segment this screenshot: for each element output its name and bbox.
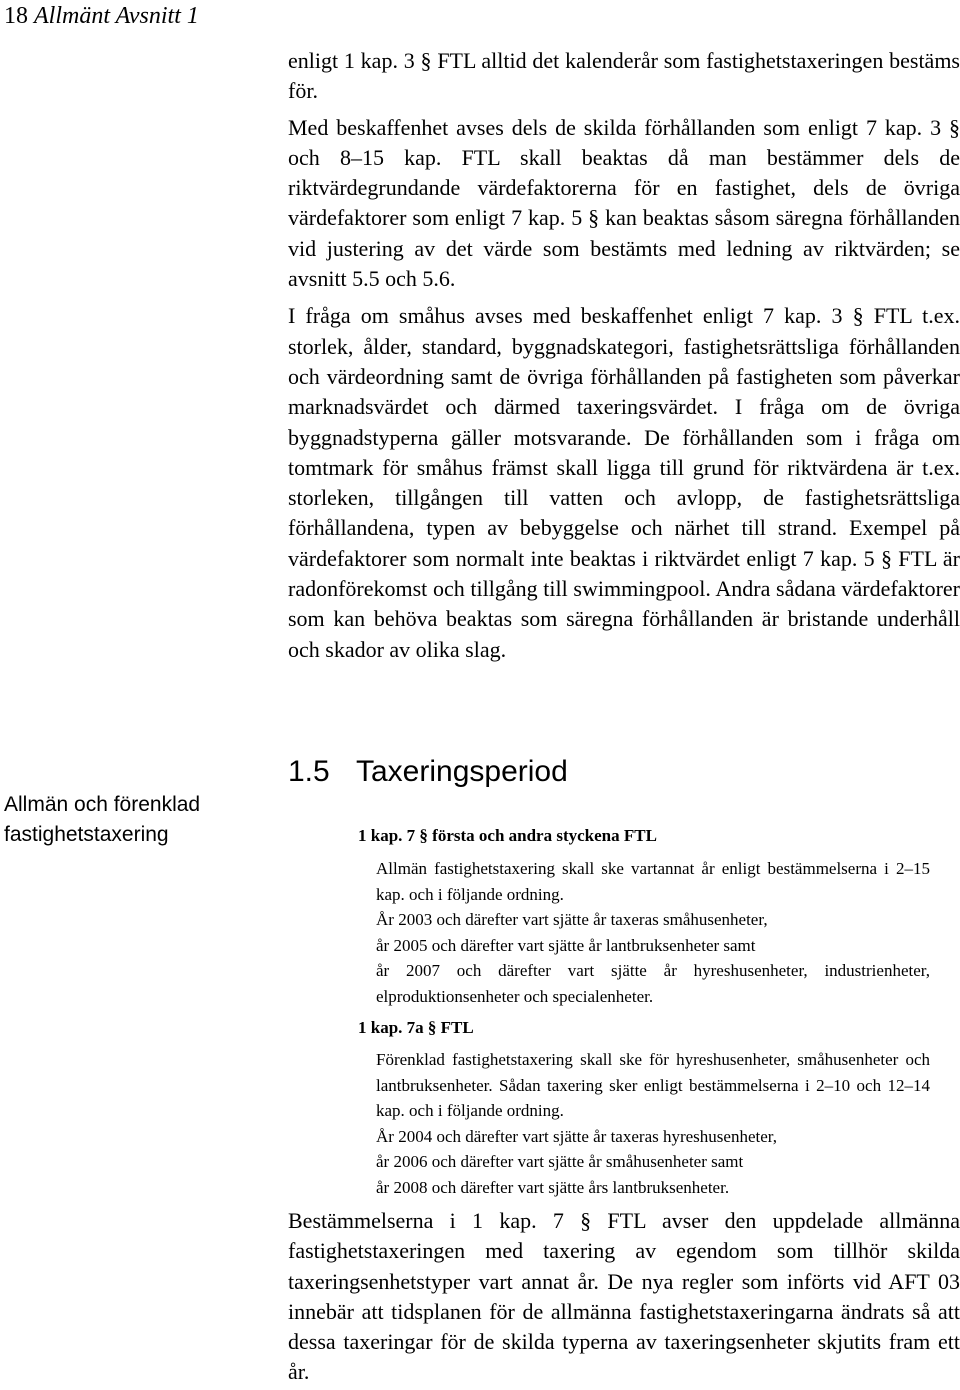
law-excerpt-2 [358, 1047, 930, 1200]
running-title: Allmänt Avsnitt 1 [34, 3, 199, 29]
law-text-1: Allmän fastighetstaxering skall ske vartannat år enligt bestämmelserna i 2–15 kap. och i följande ordning. [376, 859, 930, 904]
law-year-line: år 2008 och därefter vart sjätte års lantbruksenheter. [376, 1177, 730, 1197]
closing-block [288, 1206, 960, 1388]
law-text-2: Förenklad fastighetstaxering skall ske för hyreshusenheter, småhusenheter och lantbruksenheter. Sådan taxering sker enligt bestämmelserna i 2–10 och 12–14 kap. och i följande ordning. [376, 1050, 930, 1120]
law-year-line: år 2005 och därefter vart sjätte år lantbruksenheter samt [376, 935, 756, 955]
margin-note: Allmän och förenklad fastighetstaxering [4, 793, 201, 846]
law-year-line: År 2003 och därefter vart sjätte år taxeras småhusenheter, [376, 910, 768, 929]
law-heading-2: 1 kap. 7a § FTL [358, 1018, 474, 1037]
section-title: Taxeringsperiod [356, 755, 568, 788]
body-paragraph-3: I fråga om småhus avses med beskaffenhet enligt 7 kap. 3 § FTL t.ex. storlek, ålder, standard, byggnadskategori, fastighetsrättsliga förhållanden och värdeordning samt de övriga förhållanden på fastigheten som påverkar marknadsvärdet och därmed taxeringsvärdet. I fråga om de övriga byggnadstyperna gäller motsvarande. De förhållanden som i fråga om tomtmark för småhus främst skall ligga till grund för riktvärdena är t.ex. storleken, tillgången till vatten och avlopp, de fastighetsrättsliga förhållandena, typen av bebyggelse och närhet till strand. Exempel på värdefaktorer som normalt inte beaktas i riktvärdet enligt 7 kap. 5 § FTL är radonförekomst och tillgång till swimmingpool. Andra sådana värdefaktorer som kan behöva beaktas som säregna förhållanden är bristande underhåll och skador av olika slag. [288, 303, 960, 662]
intro-block [288, 46, 960, 665]
body-paragraph-1: enligt 1 kap. 3 § FTL alltid det kalenderår som fastighetstaxeringen bestäms för. [288, 48, 960, 104]
body-paragraph-2: Med beskaffenhet avses dels de skilda förhållanden som enligt 7 kap. 3 § och 8–15 kap. FTL skall beaktas då man bestämmer dels de riktvärdegrundande värdefaktorerna för en fastighet, dels de övriga värdefaktorer som enligt 7 kap. 5 § kan beaktas såsom säregna förhållanden vid justering av det värde som bestämts med ledning av riktvärden; se avsnitt 5.5 och 5.6. [288, 114, 960, 292]
section-number: 1.5 [288, 755, 330, 788]
law-heading-1: 1 kap. 7 § första och andra styckena FTL [358, 826, 657, 845]
closing-paragraph: Bestämmelserna i 1 kap. 7 § FTL avser den uppdelade allmänna fastighetstaxeringen med taxering av egendom som tillhör skilda taxeringsenhetstyper vart annat år. De nya regler som införts vid AFT 03 innebär att tidsplanen för de allmänna fastighetstaxeringarna ändrats så att dessa taxeringar för de skilda typerna av taxeringsenheter skjutits fram ett år. [288, 1208, 960, 1385]
law-year-line: år 2006 och därefter vart sjätte år småhusenheter samt [376, 1152, 744, 1171]
law-excerpt-1 [358, 856, 930, 1009]
section-heading [288, 752, 568, 792]
law-year-line: År 2004 och därefter vart sjätte år taxeras hyreshusenheter, [376, 1126, 778, 1146]
page-number: 18 [4, 3, 28, 29]
law-year-line: år 2007 och därefter vart sjätte år hyreshusenheter, industrienheter, elproduktionsenheter och specialenheter. [376, 961, 930, 1006]
running-header [4, 2, 199, 30]
